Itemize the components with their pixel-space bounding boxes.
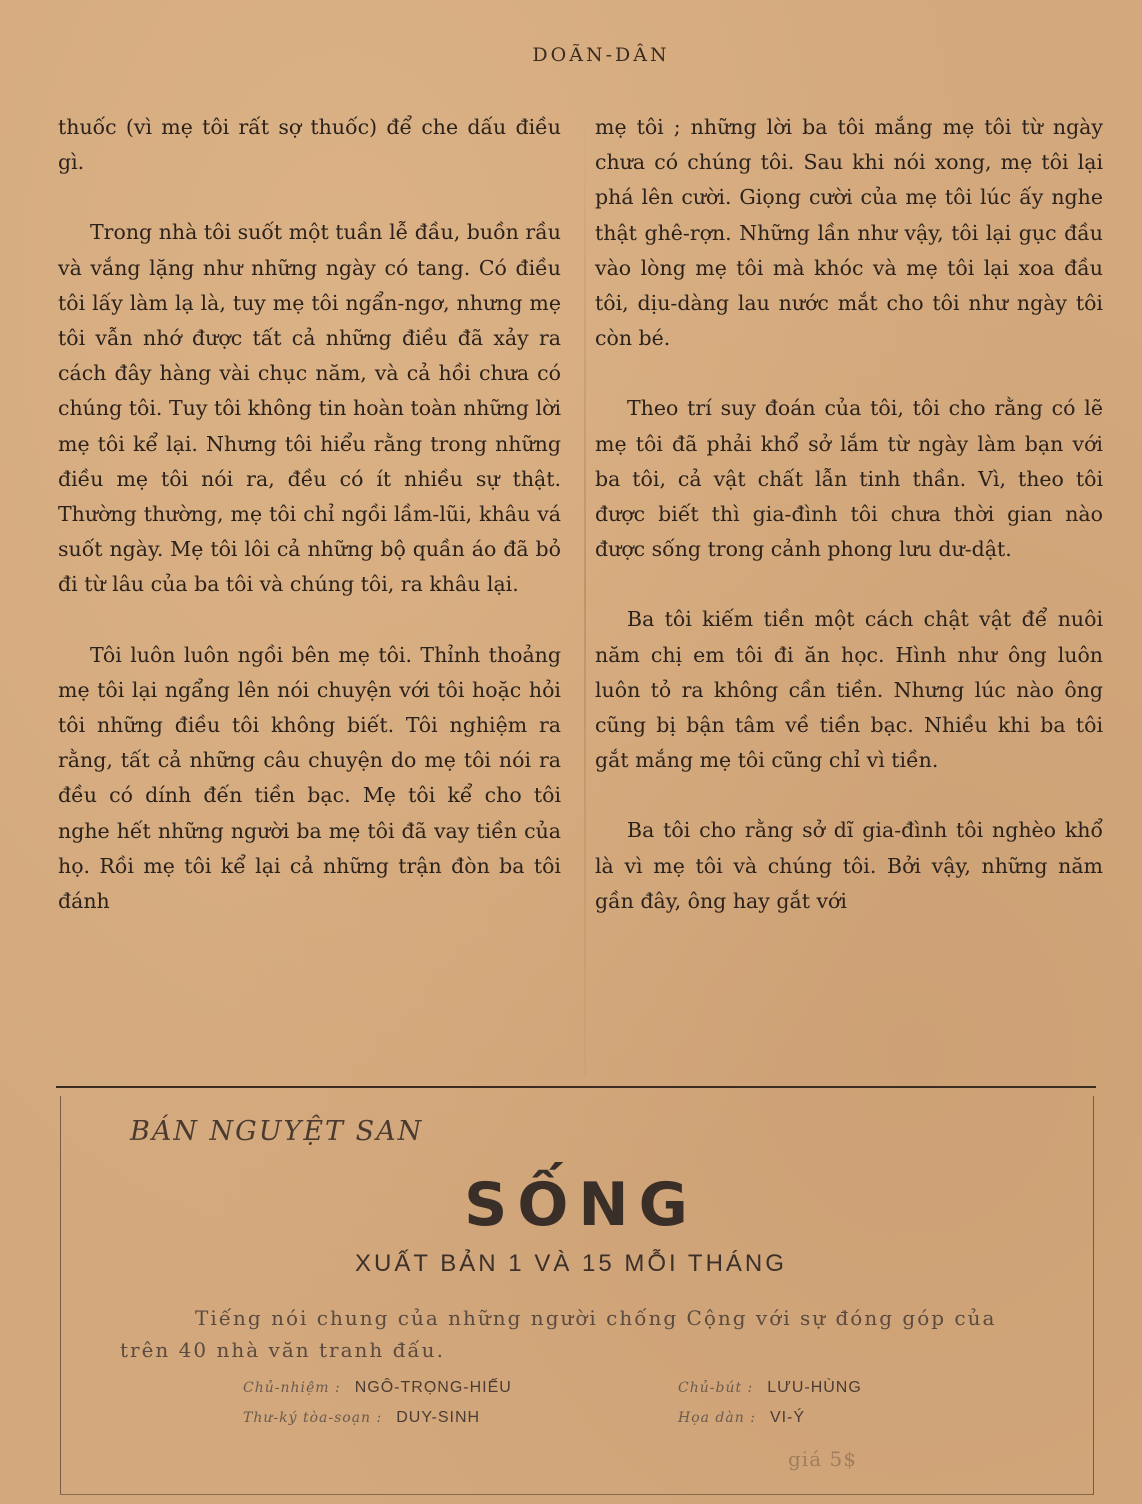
paragraph: thuốc (vì mẹ tôi rất sợ thuốc) để che dấu điều gì.	[58, 115, 561, 175]
staff-role: Thư-ký tòa-soạn :	[243, 1410, 383, 1426]
staff-name: DUY-SINH	[396, 1409, 481, 1426]
paragraph: Ba tôi kiếm tiền một cách chật vật để nuôi năm chị em tôi đi ăn học. Hình như ông luôn luôn tỏ ra không cần tiền. Nhưng lúc nào ông cũng bị bận tâm về tiền bạc. Nhiều khi ba tôi gắt mắng mẹ tôi cũng chỉ vì tiền.	[595, 607, 1103, 773]
staff-entry	[678, 1409, 805, 1427]
staff-entry	[243, 1379, 512, 1397]
advert-top-rule	[56, 1086, 1096, 1088]
staff-role: Chủ-bút :	[678, 1380, 754, 1396]
running-head: DOÃN-DÂN	[532, 44, 670, 66]
advert-description: Tiếng nói chung của những người chống Cộng với sự đóng góp của trên 40 nhà văn tranh đấu.	[120, 1306, 997, 1362]
paragraph: Theo trí suy đoán của tôi, tôi cho rằng có lẽ mẹ tôi đã phải khổ sở lắm từ ngày làm bạn với ba tôi, cả vật chất lẫn tinh thần. Vì, theo tôi được biết thì gia-đình tôi chưa thời gian nào được sống trong cảnh phong lưu dư-dật.	[595, 396, 1103, 562]
staff-name: LƯU-HÙNG	[767, 1379, 862, 1396]
staff-entry	[243, 1409, 480, 1427]
right-column	[595, 110, 1103, 919]
staff-role: Họa dàn :	[678, 1410, 756, 1426]
left-column	[58, 110, 561, 919]
staff-entry	[678, 1379, 862, 1397]
page-fold	[584, 95, 586, 1075]
paragraph: Trong nhà tôi suốt một tuần lễ đầu, buồn rầu và vắng lặng như những ngày có tang. Có điều tôi lấy làm lạ là, tuy mẹ tôi ngẩn-ngơ, nhưng mẹ tôi vẫn nhớ được tất cả những điều đã xảy ra cách đây hàng vài chục năm, và cả hồi chưa có chúng tôi. Tuy tôi không tin hoàn toàn những lời mẹ tôi kể lại. Nhưng tôi hiểu rằng trong những điều mẹ tôi nói ra, đều có ít nhiều sự thật. Thường thường, mẹ tôi chỉ ngồi lầm-lũi, khâu vá suốt ngày. Mẹ tôi lôi cả những bộ quần áo đã bỏ đi từ lâu của ba tôi và chúng tôi, ra khâu lại.	[58, 220, 561, 597]
paragraph: Tôi luôn luôn ngồi bên mẹ tôi. Thỉnh thoảng mẹ tôi lại ngẩng lên nói chuyện với tôi hoặc hỏi tôi những điều tôi không biết. Tôi nghiệm ra rằng, tất cả những câu chuyện do mẹ tôi nói ra đều có dính đến tiền bạc. Mẹ tôi kể cho tôi nghe hết những người ba mẹ tôi đã vay tiền của họ. Rồi mẹ tôi kể lại cả những trận đòn ba tôi đánh	[58, 642, 561, 914]
paragraph: Ba tôi cho rằng sở dĩ gia-đình tôi nghèo khổ là vì mẹ tôi và chúng tôi. Bởi vậy, những năm gần đây, ông hay gắt với	[595, 818, 1103, 913]
staff-name: VI-Ý	[769, 1409, 806, 1426]
advert-price: giá 5$	[788, 1447, 857, 1471]
advert-title: SỐNG	[464, 1170, 698, 1240]
advert-subtitle: XUẤT BẢN 1 VÀ 15 MỖI THÁNG	[355, 1250, 787, 1277]
staff-name: NGÔ-TRỌNG-HIẾU	[354, 1379, 512, 1396]
advert-box	[60, 1096, 1094, 1495]
advert-kicker: BÁN NGUYỆT SAN	[130, 1116, 424, 1147]
staff-role: Chủ-nhiệm :	[243, 1380, 341, 1396]
paragraph: mẹ tôi ; những lời ba tôi mắng mẹ tôi từ ngày chưa có chúng tôi. Sau khi nói xong, mẹ tôi lại phá lên cười. Giọng cười của mẹ tôi lúc ấy nghe thật ghê-rợn. Những lần như vậy, tôi lại gục đầu vào lòng mẹ tôi mà khóc và mẹ tôi lại xoa đầu tôi, dịu-dàng lau nước mắt cho tôi như ngày tôi còn bé.	[595, 115, 1103, 351]
